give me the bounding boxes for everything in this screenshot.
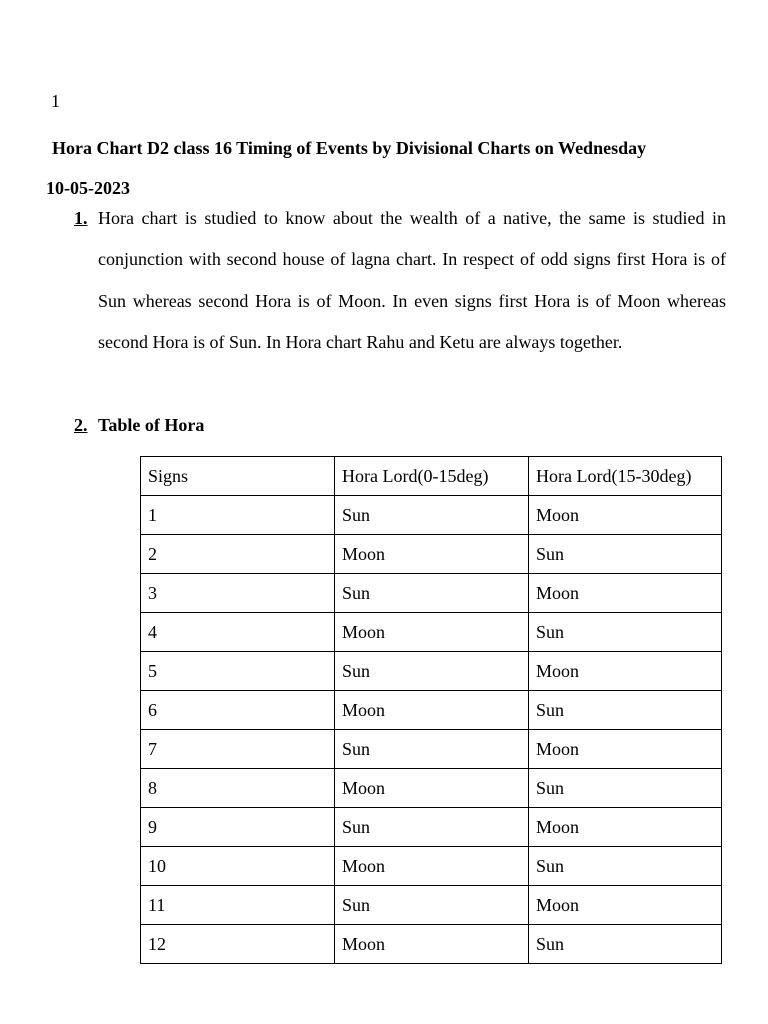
table-row — [141, 808, 722, 847]
table-row — [141, 613, 722, 652]
table-cell-hora-second: Moon — [529, 652, 722, 691]
table-cell-hora-first: Moon — [335, 535, 529, 574]
table-cell-hora-first: Moon — [335, 925, 529, 964]
table-cell-hora-first: Sun — [335, 808, 529, 847]
hora-table — [140, 456, 722, 964]
table-cell-sign: 5 — [141, 652, 335, 691]
table-row — [141, 574, 722, 613]
table-cell-hora-first: Sun — [335, 574, 529, 613]
table-cell-sign: 10 — [141, 847, 335, 886]
table-cell-hora-second: Sun — [529, 769, 722, 808]
table-cell-sign: 1 — [141, 496, 335, 535]
table-cell-hora-second: Sun — [529, 613, 722, 652]
column-header-hora-lord-15-30: Hora Lord(15-30deg) — [529, 457, 722, 496]
table-cell-hora-second: Sun — [529, 535, 722, 574]
table-row — [141, 691, 722, 730]
table-cell-sign: 2 — [141, 535, 335, 574]
table-cell-hora-second: Moon — [529, 886, 722, 925]
table-header-row — [141, 457, 722, 496]
table-cell-hora-first: Moon — [335, 769, 529, 808]
table-cell-sign: 4 — [141, 613, 335, 652]
table-cell-sign: 12 — [141, 925, 335, 964]
table-row — [141, 535, 722, 574]
table-row — [141, 886, 722, 925]
table-cell-sign: 6 — [141, 691, 335, 730]
table-cell-hora-first: Sun — [335, 652, 529, 691]
table-cell-hora-first: Moon — [335, 691, 529, 730]
table-cell-sign: 11 — [141, 886, 335, 925]
table-row — [141, 769, 722, 808]
table-cell-sign: 3 — [141, 574, 335, 613]
page-number: 1 — [51, 91, 60, 111]
title-line-2: 10-05-2023 — [46, 178, 130, 198]
table-row — [141, 847, 722, 886]
table-cell-hora-first: Moon — [335, 613, 529, 652]
table-cell-hora-second: Moon — [529, 808, 722, 847]
table-row — [141, 652, 722, 691]
column-header-signs: Signs — [141, 457, 335, 496]
table-heading: Table of Hora — [98, 415, 205, 435]
table-cell-hora-first: Moon — [335, 847, 529, 886]
list-item-1 — [74, 198, 726, 363]
document-title — [46, 128, 736, 208]
table-cell-hora-second: Sun — [529, 925, 722, 964]
list-item-text: Hora chart is studied to know about the wealth of a native, the same is studied in conjunction with second house of lagna chart. In respect of odd signs first Hora is of Sun whereas second Hora is of Moon. In even signs first Hora is of Moon whereas second Hora is of Sun. In Hora chart Rahu and Ketu are always together. — [98, 208, 726, 352]
table-cell-hora-second: Sun — [529, 847, 722, 886]
list-item-number: 1. — [74, 208, 88, 228]
table-cell-hora-second: Moon — [529, 730, 722, 769]
table-row — [141, 925, 722, 964]
table-cell-sign: 8 — [141, 769, 335, 808]
table-cell-hora-second: Moon — [529, 496, 722, 535]
table-cell-hora-second: Sun — [529, 691, 722, 730]
list-item-number: 2. — [74, 415, 88, 435]
table-cell-hora-second: Moon — [529, 574, 722, 613]
table-cell-hora-first: Sun — [335, 496, 529, 535]
column-header-hora-lord-0-15: Hora Lord(0-15deg) — [335, 457, 529, 496]
table-cell-sign: 9 — [141, 808, 335, 847]
table-row — [141, 730, 722, 769]
table-cell-sign: 7 — [141, 730, 335, 769]
title-line-1: Hora Chart D2 class 16 Timing of Events by Divisional Charts on Wednesday — [52, 138, 647, 158]
table-cell-hora-first: Sun — [335, 886, 529, 925]
table-row — [141, 496, 722, 535]
list-item-2 — [74, 405, 726, 446]
table-cell-hora-first: Sun — [335, 730, 529, 769]
